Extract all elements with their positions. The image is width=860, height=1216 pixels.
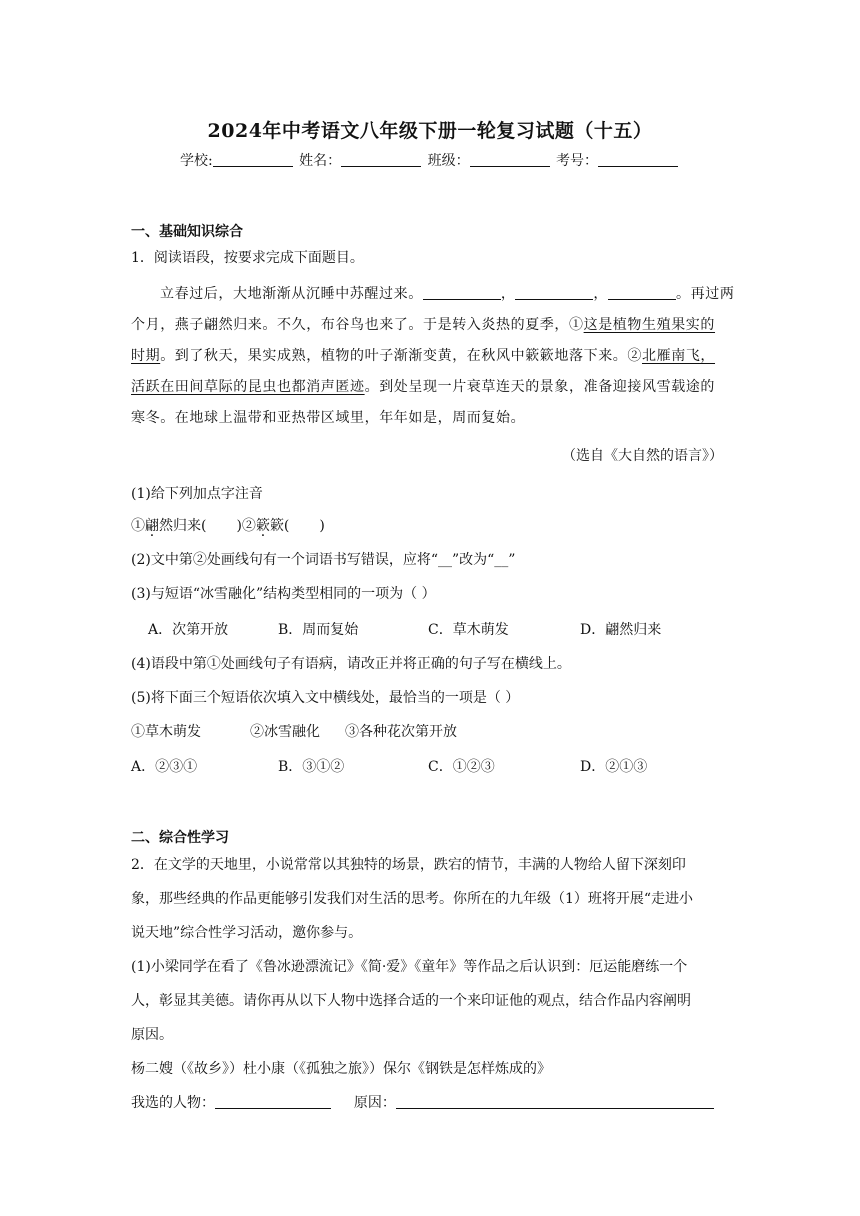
- passage-line-1: [160, 283, 734, 303]
- name-blank[interactable]: [341, 152, 421, 167]
- passage-line-4: [131, 376, 715, 396]
- sub5-phrase-3: ③各种花次第开放: [345, 724, 457, 740]
- passage-comma: ，: [593, 286, 609, 302]
- sub5-option-d[interactable]: D．②①③: [580, 759, 648, 775]
- passage-line-5: 寒冬。在地球上温带和亚热带区域里，年年如是，周而复始。: [131, 410, 526, 426]
- q1-sub4: (4)语段中第①处画线句子有语病，请改正并将正确的句子写在横线上。: [131, 656, 571, 672]
- q2-line-3: 说天地”综合性学习活动，邀你参与。: [131, 925, 363, 941]
- q2-sub1-line-1: (1)小梁同学在看了《鲁冰逊漂流记》《简·爱》《童年》等作品之后认识到：厄运能磨练一个: [131, 959, 688, 975]
- choice-blank[interactable]: [215, 1095, 331, 1109]
- section2-heading: 二、综合性学习: [131, 830, 229, 846]
- passage-comma: ，: [500, 286, 516, 302]
- sub5-option-b[interactable]: B．③①②: [278, 759, 345, 775]
- q1-sub3: (3)与短语“冰雪融化”结构类型相同的一项为（ ）: [131, 586, 436, 602]
- exam-no-label: 考号：: [556, 153, 599, 169]
- exam-no-blank[interactable]: [598, 152, 678, 167]
- item-text: ①: [131, 518, 145, 534]
- passage-blank-1[interactable]: [423, 286, 501, 300]
- sub3-option-a[interactable]: A．次第开放: [148, 622, 229, 638]
- reason-blank[interactable]: [396, 1095, 714, 1109]
- passage-line-2: [131, 314, 715, 334]
- sub5-option-a[interactable]: A．②③①: [131, 759, 198, 775]
- passage-text: 。到了秋天，果实成熟，植物的叶子渐渐变黄，在秋风中簌簌地落下来。②: [160, 348, 643, 364]
- q1-sub1-items: [131, 515, 325, 535]
- q2-line-1: 2．在文学的天地里，小说常常以其独特的场景，跌宕的情节，丰满的人物给人留下深刻印: [131, 857, 686, 873]
- school-blank[interactable]: [213, 152, 293, 167]
- q2-people-list: 杨二嫂（《故乡》）杜小康（《孤独之旅》）保尔《钢铁是怎样炼成的》: [131, 1061, 551, 1077]
- q1-sub5: (5)将下面三个短语依次填入文中横线处，最恰当的一项是（ ）: [131, 690, 520, 706]
- underlined-sentence-1-end: 时期: [131, 348, 161, 364]
- passage-text: 个月，燕子翩然归来。不久，布谷鸟也来了。于是转入炎热的夏季，①: [131, 317, 584, 333]
- q2-answer-line: [131, 1092, 714, 1112]
- choice-label: 我选的人物：: [131, 1095, 215, 1111]
- name-label: 姓名：: [299, 153, 342, 169]
- dotted-char: 翩: [145, 518, 159, 534]
- item-text: 簌(: [269, 518, 290, 534]
- q1-sub2: (2)文中第②处画线句有一个词语书写错误，应将“__”改为“__”: [131, 552, 516, 568]
- dotted-char: 簌: [255, 518, 270, 534]
- passage-text: 。到处呈现一片衰草连天的景象，准备迎接风雪载途的: [364, 379, 716, 395]
- sub5-phrase-1: ①草木萌发: [131, 724, 201, 740]
- passage-blank-2[interactable]: [515, 286, 593, 300]
- passage-line-3: [131, 345, 715, 365]
- reason-label: 原因：: [353, 1095, 396, 1111]
- item-text: 然归来(: [159, 518, 207, 534]
- school-label: 学校:: [179, 153, 213, 169]
- item-text: ): [319, 518, 325, 534]
- doc-title: 2024年中考语文八年级下册一轮复习试题（十五）: [207, 120, 653, 142]
- q2-sub1-line-3: 原因。: [131, 1027, 173, 1043]
- q2-sub1-line-2: 人，彰显其美德。请你再从以下人物中选择合适的一个来印证他的观点，结合作品内容阐明: [131, 993, 691, 1009]
- passage-text: 立春过后，大地渐渐从沉睡中苏醒过来。: [160, 286, 423, 302]
- underlined-sentence-1: 这是植物生殖果实的: [583, 317, 716, 333]
- sub5-phrase-2: ②冰雪融化: [250, 724, 320, 740]
- item-text: )②: [236, 518, 256, 534]
- student-info-line: [0, 150, 860, 170]
- passage-blank-3[interactable]: [608, 286, 676, 300]
- q2-line-2: 象，那些经典的作品更能够引发我们对生活的思考。你所在的九年级（1）班将开展“走进小: [131, 891, 694, 907]
- section1-heading: 一、基础知识综合: [131, 224, 243, 240]
- passage-source: （选自《大自然的语言》）: [562, 448, 723, 464]
- sub3-option-b[interactable]: B．周而复始: [278, 622, 359, 638]
- class-blank[interactable]: [470, 152, 550, 167]
- underlined-sentence-2-end: 活跃在田间草际的昆虫也都消声匿迹: [131, 379, 365, 395]
- sub3-option-d[interactable]: D．翩然归来: [580, 622, 662, 638]
- underlined-sentence-2: 北雁南飞，: [642, 348, 716, 364]
- q1-stem: 1．阅读语段，按要求完成下面题目。: [131, 250, 364, 266]
- passage-text: 。再过两: [676, 286, 735, 302]
- q1-sub1: (1)给下列加点字注音: [131, 486, 263, 502]
- sub5-option-c[interactable]: C．①②③: [428, 759, 495, 775]
- class-label: 班级：: [427, 153, 470, 169]
- sub3-option-c[interactable]: C．草木萌发: [428, 622, 509, 638]
